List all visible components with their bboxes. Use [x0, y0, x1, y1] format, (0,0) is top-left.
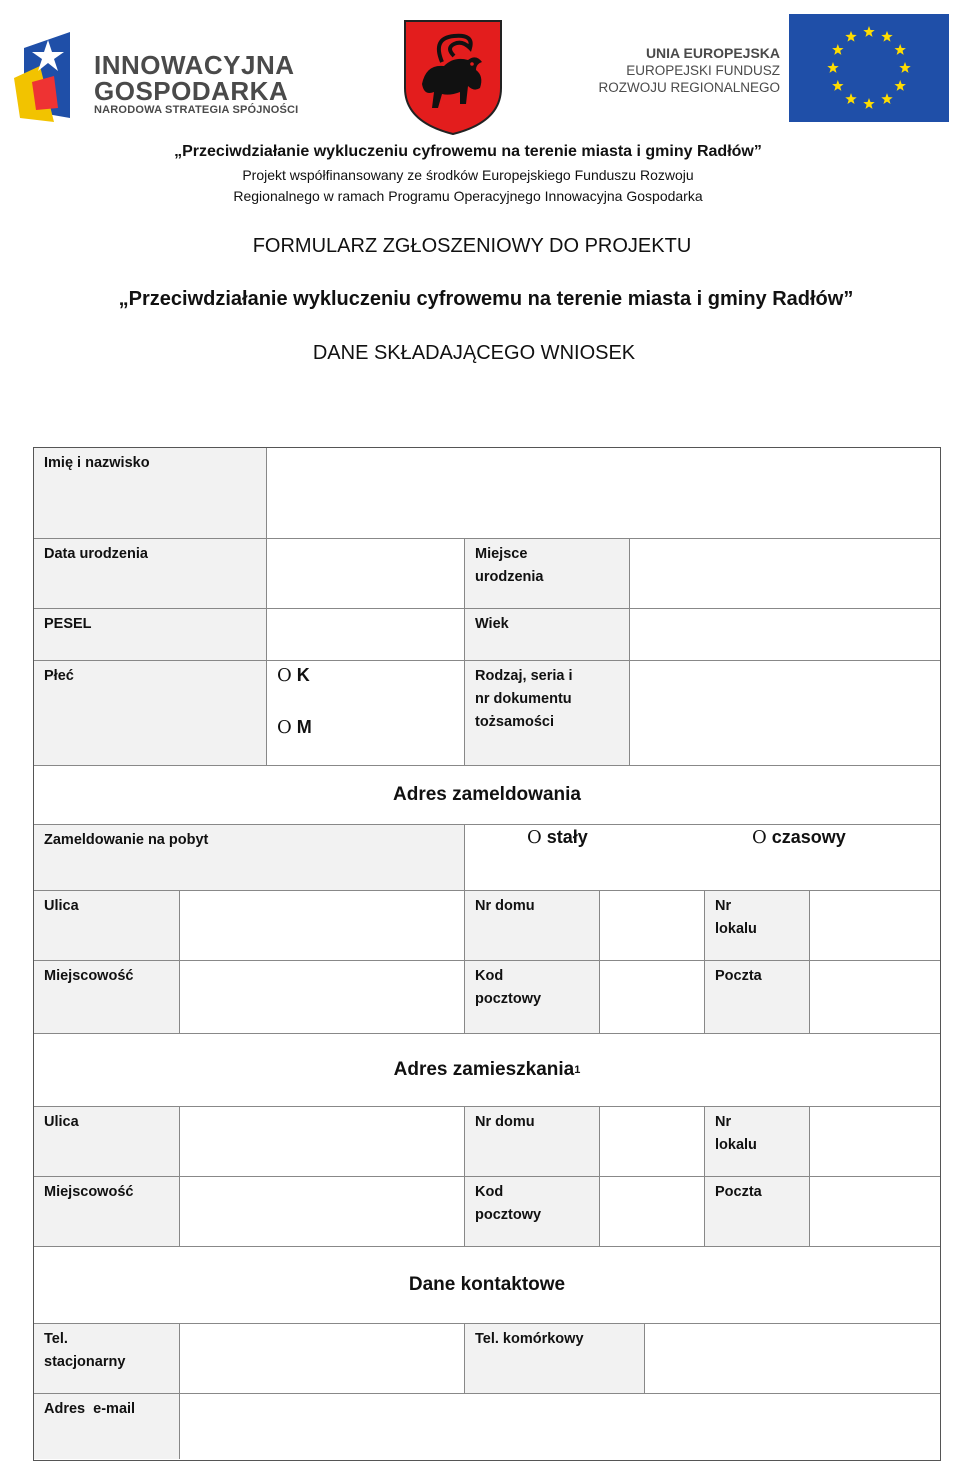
res-city-label: [34, 1177, 180, 1247]
sex-option-k-label: K: [296, 665, 310, 685]
reg-city-label: [34, 961, 180, 1034]
mobile-field[interactable]: [645, 1324, 940, 1394]
birth-date-label: [34, 539, 267, 609]
eu-logo-text: [580, 44, 780, 96]
reg-postal-code-label-line1: Kod: [475, 968, 504, 984]
res-city-field[interactable]: [180, 1177, 465, 1247]
cofinancing-note-line2: Regionalnego w ramach Programu Operacyjnego Innowacyjna Gospodarka: [233, 188, 703, 204]
res-postal-code-label-line1: Kod: [475, 1184, 504, 1200]
reg-street-field[interactable]: [180, 891, 465, 961]
registration-type-label: [34, 825, 465, 891]
pesel-label-text: PESEL: [44, 616, 92, 632]
contact-header-text: Dane kontaktowe: [408, 1274, 566, 1295]
res-post-office-field[interactable]: [810, 1177, 940, 1247]
email-label-text: Adres e-mail: [44, 1401, 136, 1417]
age-label: [465, 609, 630, 661]
res-flat-no-label-line1: Nr: [715, 1114, 732, 1130]
name-field[interactable]: [267, 448, 940, 539]
res-house-no-label-text: Nr domu: [475, 1114, 535, 1130]
reg-city-field[interactable]: [180, 961, 465, 1034]
name-label-text: Imię i nazwisko: [44, 455, 150, 471]
birth-place-label: [465, 539, 630, 609]
id-document-label-line2: nr dokumentu: [475, 691, 572, 707]
sex-option-m-label: M: [296, 717, 312, 737]
res-post-office-label: [705, 1177, 810, 1247]
application-form-table: [33, 447, 941, 1461]
landline-label-line1: Tel.: [44, 1331, 68, 1347]
form-title: FORMULARZ ZGŁOSZENIOWY DO PROJEKTU: [252, 235, 692, 257]
res-house-no-field[interactable]: [600, 1107, 705, 1177]
reg-postal-code-field[interactable]: [600, 961, 705, 1034]
res-flat-no-field[interactable]: [810, 1107, 940, 1177]
radio-circle-icon: O: [277, 665, 292, 686]
innowacyjna-gospodarka-icon: [10, 26, 88, 126]
id-document-label-line1: Rodzaj, seria i: [475, 668, 573, 684]
project-title-bold: „Przeciwdziałanie wykluczeniu cyfrowemu na terenie miasta i gminy Radłów”: [118, 288, 854, 310]
sex-option-k[interactable]: [277, 665, 310, 686]
res-street-label: [34, 1107, 180, 1177]
reg-postal-code-label: [465, 961, 600, 1034]
landline-label-line2: stacjonarny: [44, 1354, 126, 1370]
eu-text-line1: UNIA EUROPEJSKA: [645, 45, 780, 61]
age-label-text: Wiek: [475, 616, 509, 632]
registration-type-options: [465, 825, 940, 891]
logo-strategy-text: NARODOWA STRATEGIA SPÓJNOŚCI: [94, 104, 299, 116]
reg-house-no-label: [465, 891, 600, 961]
section-applicant-heading: DANE SKŁADAJĄCEGO WNIOSEK: [312, 342, 636, 364]
birth-place-label-line1: Miejsce: [475, 546, 528, 562]
sex-options: [267, 661, 465, 766]
logo-innowacyjna-text: INNOWACYJNA: [94, 50, 295, 80]
res-postal-code-label-line2: pocztowy: [475, 1207, 542, 1223]
res-post-office-label-text: Poczta: [715, 1184, 762, 1200]
birth-date-label-text: Data urodzenia: [44, 546, 148, 562]
landline-field[interactable]: [180, 1324, 465, 1394]
id-document-label-line3: tożsamości: [475, 714, 554, 730]
sex-label-text: Płeć: [44, 668, 74, 684]
birth-place-field[interactable]: [630, 539, 940, 609]
radlow-coat-of-arms-icon: [402, 18, 504, 136]
res-street-label-text: Ulica: [44, 1114, 79, 1130]
reg-post-office-label: [705, 961, 810, 1034]
reg-flat-no-field[interactable]: [810, 891, 940, 961]
reg-street-label: [34, 891, 180, 961]
id-document-field[interactable]: [630, 661, 940, 766]
innowacyjna-gospodarka-logo: [10, 22, 310, 132]
email-label: [34, 1394, 180, 1459]
res-flat-no-label-line2: lokalu: [715, 1137, 757, 1153]
birth-place-label-line2: urodzenia: [475, 569, 544, 585]
birth-date-field[interactable]: [267, 539, 465, 609]
registration-option-temporary-label: czasowy: [771, 827, 846, 847]
project-title: „Przeciwdziałanie wykluczeniu cyfrowemu na terenie miasta i gminy Radłów”: [174, 143, 762, 160]
res-house-no-label: [465, 1107, 600, 1177]
res-postal-code-field[interactable]: [600, 1177, 705, 1247]
registration-option-permanent[interactable]: [527, 827, 588, 848]
registered-address-header-text: Adres zameldowania: [393, 784, 581, 805]
name-label: [34, 448, 267, 539]
sex-option-m[interactable]: [277, 717, 312, 738]
eu-text-line2: EUROPEJSKI FUNDUSZ: [626, 63, 780, 78]
reg-post-office-field[interactable]: [810, 961, 940, 1034]
residence-address-header-text: Adres zamieszkania: [393, 1059, 575, 1080]
reg-flat-no-label-line1: Nr: [715, 898, 732, 914]
radio-circle-icon: O: [527, 827, 542, 848]
reg-city-label-text: Miejscowość: [44, 968, 134, 984]
contact-header: [34, 1247, 940, 1324]
reg-street-label-text: Ulica: [44, 898, 79, 914]
pesel-field[interactable]: [267, 609, 465, 661]
registration-type-label-text: Zameldowanie na pobyt: [44, 832, 209, 848]
res-city-label-text: Miejscowość: [44, 1184, 134, 1200]
age-field[interactable]: [630, 609, 940, 661]
reg-flat-no-label-line2: lokalu: [715, 921, 757, 937]
reg-postal-code-label-line2: pocztowy: [475, 991, 542, 1007]
reg-flat-no-label: [705, 891, 810, 961]
registration-option-temporary[interactable]: [752, 827, 846, 848]
res-street-field[interactable]: [180, 1107, 465, 1177]
id-document-label: [465, 661, 630, 766]
reg-house-no-label-text: Nr domu: [475, 898, 535, 914]
logo-gospodarka-text: GOSPODARKA: [94, 76, 289, 106]
pesel-label: [34, 609, 267, 661]
mobile-label-text: Tel. komórkowy: [475, 1331, 584, 1347]
eu-text-line3: ROZWOJU REGIONALNEGO: [598, 80, 780, 95]
radio-circle-icon: O: [277, 717, 292, 738]
eu-flag-icon: [789, 14, 949, 122]
res-postal-code-label: [465, 1177, 600, 1247]
radio-circle-icon: O: [752, 827, 767, 848]
mobile-label: [465, 1324, 645, 1394]
reg-house-no-field[interactable]: [600, 891, 705, 961]
reg-post-office-label-text: Poczta: [715, 968, 762, 984]
registration-option-permanent-label: stały: [546, 827, 588, 847]
sex-label: [34, 661, 267, 766]
residence-address-header: Adres zamieszkania 1: [34, 1034, 940, 1107]
cofinancing-note-line1: Projekt współfinansowany ze środków Europejskiego Funduszu Rozwoju: [242, 167, 694, 183]
email-field[interactable]: [180, 1394, 940, 1459]
res-flat-no-label: [705, 1107, 810, 1177]
landline-label: [34, 1324, 180, 1394]
registered-address-header: [34, 766, 940, 825]
